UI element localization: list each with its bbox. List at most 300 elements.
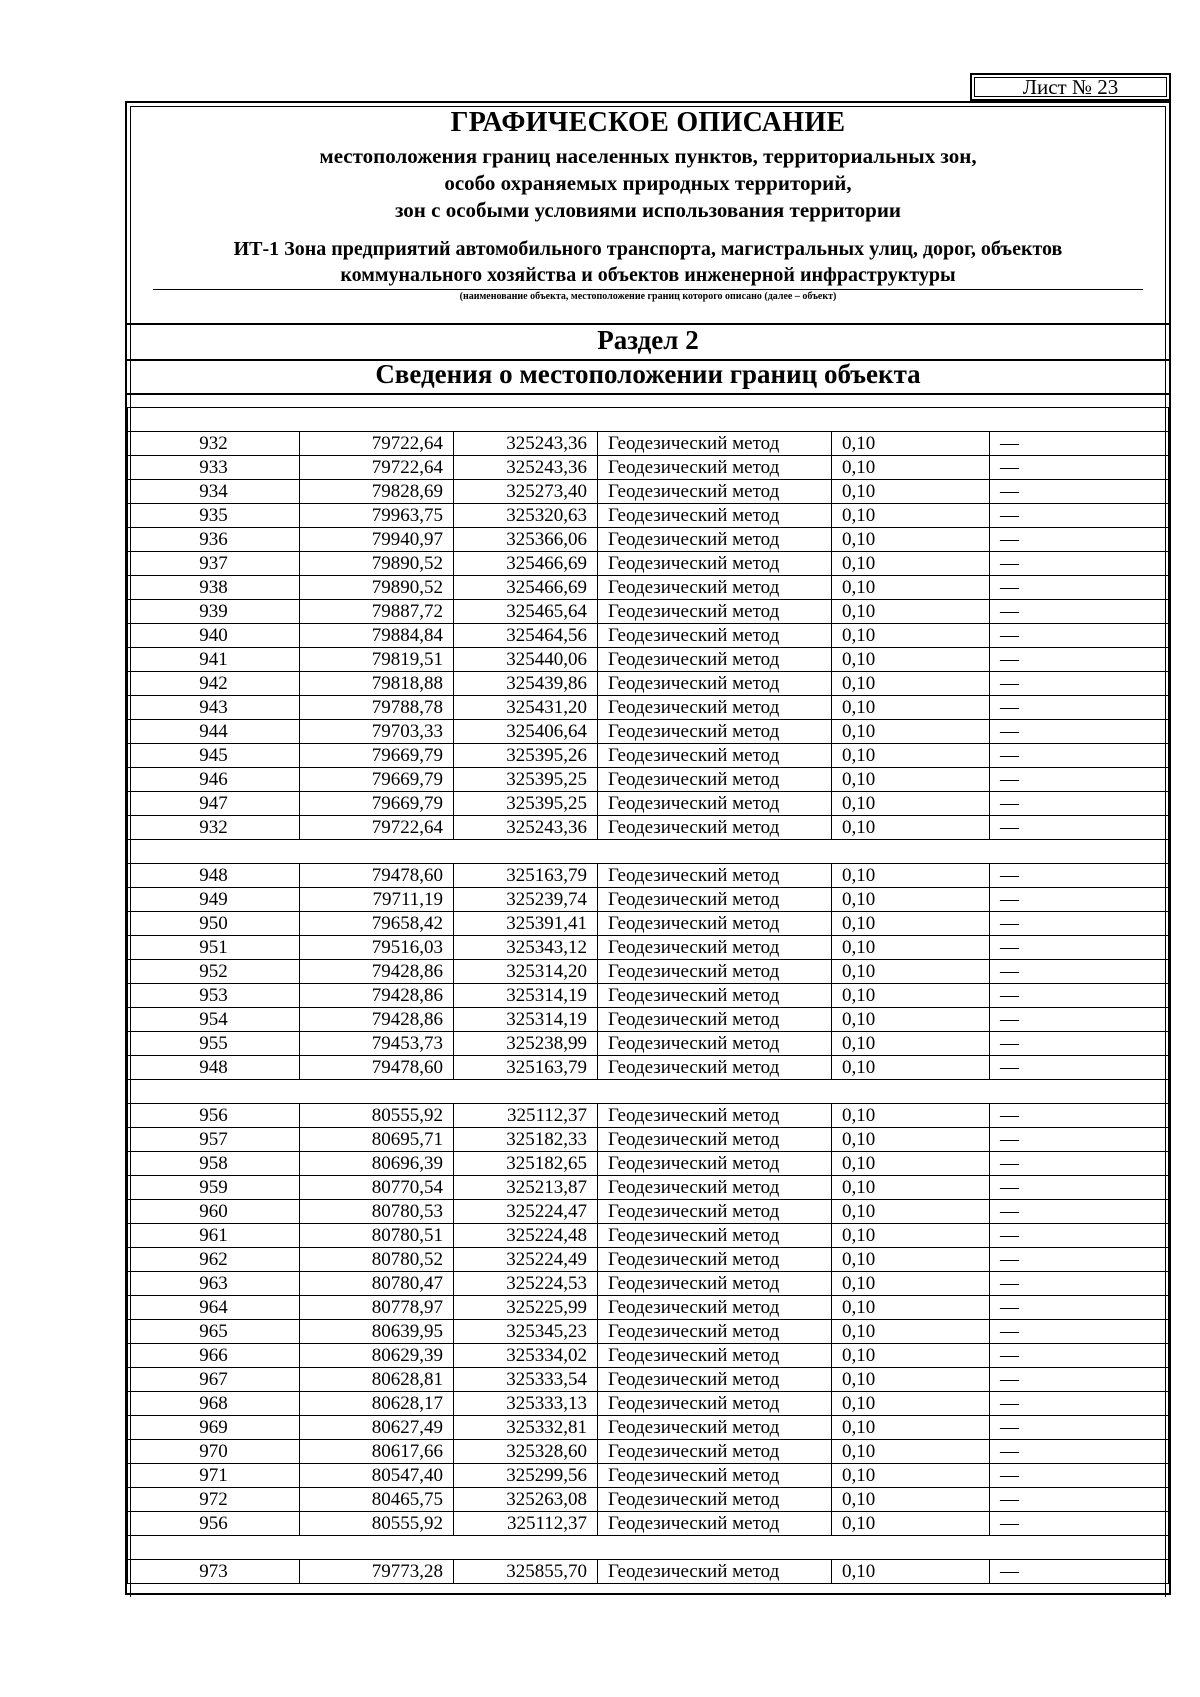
accuracy-cell: 0,10 <box>832 1296 990 1320</box>
contour-separator-cell <box>128 1080 1169 1104</box>
description-cell: — <box>990 1272 1169 1296</box>
table-row <box>128 888 1169 912</box>
y-coordinate-cell: 325112,37 <box>454 1104 598 1128</box>
x-coordinate-cell: 79703,33 <box>300 720 454 744</box>
point-number-cell: 940 <box>128 624 300 648</box>
table-row <box>128 1512 1169 1536</box>
table-row <box>128 1344 1169 1368</box>
method-cell: Геодезический метод <box>598 1488 832 1512</box>
description-cell: — <box>990 1008 1169 1032</box>
x-coordinate-cell: 79890,52 <box>300 576 454 600</box>
x-coordinate-cell: 79828,69 <box>300 480 454 504</box>
accuracy-cell: 0,10 <box>832 744 990 768</box>
x-coordinate-cell: 80778,97 <box>300 1296 454 1320</box>
method-cell: Геодезический метод <box>598 1440 832 1464</box>
accuracy-cell: 0,10 <box>832 1104 990 1128</box>
description-cell: — <box>990 960 1169 984</box>
point-number-cell: 933 <box>128 456 300 480</box>
x-coordinate-cell: 80555,92 <box>300 1104 454 1128</box>
table-row <box>128 960 1169 984</box>
point-number-cell: 944 <box>128 720 300 744</box>
description-cell: — <box>990 648 1169 672</box>
accuracy-cell: 0,10 <box>832 792 990 816</box>
y-coordinate-cell: 325395,26 <box>454 744 598 768</box>
method-cell: Геодезический метод <box>598 576 832 600</box>
y-coordinate-cell: 325464,56 <box>454 624 598 648</box>
description-cell: — <box>990 1392 1169 1416</box>
method-cell: Геодезический метод <box>598 912 832 936</box>
description-cell: — <box>990 1200 1169 1224</box>
y-coordinate-cell: 325112,37 <box>454 1512 598 1536</box>
method-cell: Геодезический метод <box>598 1416 832 1440</box>
point-number-cell: 936 <box>128 528 300 552</box>
description-cell: — <box>990 768 1169 792</box>
table-row <box>128 1008 1169 1032</box>
table-row <box>128 528 1169 552</box>
y-coordinate-cell: 325343,12 <box>454 936 598 960</box>
point-number-cell: 962 <box>128 1248 300 1272</box>
x-coordinate-cell: 79887,72 <box>300 600 454 624</box>
description-cell: — <box>990 816 1169 840</box>
table-row <box>128 1224 1169 1248</box>
description-cell: — <box>990 1512 1169 1536</box>
description-cell: — <box>990 624 1169 648</box>
x-coordinate-cell: 80628,81 <box>300 1368 454 1392</box>
accuracy-cell: 0,10 <box>832 456 990 480</box>
accuracy-cell: 0,10 <box>832 1368 990 1392</box>
table-row <box>128 432 1169 456</box>
description-cell: — <box>990 600 1169 624</box>
contour-separator-row <box>128 1080 1169 1104</box>
y-coordinate-cell: 325224,47 <box>454 1200 598 1224</box>
description-cell: — <box>990 936 1169 960</box>
point-number-cell: 946 <box>128 768 300 792</box>
x-coordinate-cell: 80627,49 <box>300 1416 454 1440</box>
table-row <box>128 1200 1169 1224</box>
method-cell: Геодезический метод <box>598 1176 832 1200</box>
description-cell: — <box>990 888 1169 912</box>
method-cell: Геодезический метод <box>598 1560 832 1584</box>
y-coordinate-cell: 325243,36 <box>454 432 598 456</box>
y-coordinate-cell: 325431,20 <box>454 696 598 720</box>
method-cell: Геодезический метод <box>598 1512 832 1536</box>
method-cell: Геодезический метод <box>598 528 832 552</box>
accuracy-cell: 0,10 <box>832 504 990 528</box>
accuracy-cell: 0,10 <box>832 696 990 720</box>
method-cell: Геодезический метод <box>598 1200 832 1224</box>
table-row <box>128 1560 1169 1584</box>
point-number-cell: 932 <box>128 816 300 840</box>
description-cell: — <box>990 720 1169 744</box>
description-cell: — <box>990 1368 1169 1392</box>
accuracy-cell: 0,10 <box>832 1152 990 1176</box>
subtitle-line-1: местоположения границ населенных пунктов, территориальных зон, <box>319 144 977 168</box>
y-coordinate-cell: 325182,65 <box>454 1152 598 1176</box>
contour-separator-cell <box>128 840 1169 864</box>
table-row <box>128 864 1169 888</box>
method-cell: Геодезический метод <box>598 1224 832 1248</box>
table-row <box>128 1416 1169 1440</box>
x-coordinate-cell: 80628,17 <box>300 1392 454 1416</box>
x-coordinate-cell: 80696,39 <box>300 1152 454 1176</box>
table-row <box>128 624 1169 648</box>
x-coordinate-cell: 80465,75 <box>300 1488 454 1512</box>
x-coordinate-cell: 79722,64 <box>300 456 454 480</box>
description-cell: — <box>990 792 1169 816</box>
x-coordinate-cell: 79428,86 <box>300 984 454 1008</box>
table-row <box>128 1104 1169 1128</box>
x-coordinate-cell: 80629,39 <box>300 1344 454 1368</box>
method-cell: Геодезический метод <box>598 1296 832 1320</box>
point-number-cell: 949 <box>128 888 300 912</box>
y-coordinate-cell: 325466,69 <box>454 576 598 600</box>
table-row <box>128 792 1169 816</box>
y-coordinate-cell: 325855,70 <box>454 1560 598 1584</box>
point-number-cell: 953 <box>128 984 300 1008</box>
accuracy-cell: 0,10 <box>832 936 990 960</box>
description-cell: — <box>990 1464 1169 1488</box>
accuracy-cell: 0,10 <box>832 768 990 792</box>
x-coordinate-cell: 79658,42 <box>300 912 454 936</box>
point-number-cell: 945 <box>128 744 300 768</box>
accuracy-cell: 0,10 <box>832 1056 990 1080</box>
point-number-cell: 973 <box>128 1560 300 1584</box>
table-row <box>128 1128 1169 1152</box>
method-cell: Геодезический метод <box>598 1056 832 1080</box>
section-bottom-divider <box>127 393 1169 395</box>
table-row <box>128 1296 1169 1320</box>
coordinates-table-body <box>128 408 1169 1584</box>
method-cell: Геодезический метод <box>598 1152 832 1176</box>
description-cell: — <box>990 696 1169 720</box>
y-coordinate-cell: 325273,40 <box>454 480 598 504</box>
x-coordinate-cell: 79818,88 <box>300 672 454 696</box>
point-number-cell: 941 <box>128 648 300 672</box>
accuracy-cell: 0,10 <box>832 1464 990 1488</box>
accuracy-cell: 0,10 <box>832 816 990 840</box>
description-cell: — <box>990 1152 1169 1176</box>
x-coordinate-cell: 79669,79 <box>300 768 454 792</box>
point-number-cell: 956 <box>128 1512 300 1536</box>
document-title: ГРАФИЧЕСКОЕ ОПИСАНИЕ <box>450 107 846 138</box>
x-coordinate-cell: 80780,47 <box>300 1272 454 1296</box>
accuracy-cell: 0,10 <box>832 432 990 456</box>
section-title: Раздел 2 <box>597 325 699 355</box>
description-cell: — <box>990 432 1169 456</box>
description-cell: — <box>990 744 1169 768</box>
y-coordinate-cell: 325332,81 <box>454 1416 598 1440</box>
table-row <box>128 1248 1169 1272</box>
accuracy-cell: 0,10 <box>832 552 990 576</box>
description-cell: — <box>990 1032 1169 1056</box>
point-number-cell: 942 <box>128 672 300 696</box>
point-number-cell: 967 <box>128 1368 300 1392</box>
point-number-cell: 935 <box>128 504 300 528</box>
method-cell: Геодезический метод <box>598 1344 832 1368</box>
object-name-line-2: коммунального хозяйства и объектов инженерной инфраструктуры <box>340 264 956 286</box>
x-coordinate-cell: 79940,97 <box>300 528 454 552</box>
table-row <box>128 1152 1169 1176</box>
x-coordinate-cell: 79669,79 <box>300 792 454 816</box>
accuracy-cell: 0,10 <box>832 1392 990 1416</box>
coordinates-table <box>127 407 1169 1584</box>
description-cell: — <box>990 1488 1169 1512</box>
y-coordinate-cell: 325439,86 <box>454 672 598 696</box>
point-number-cell: 972 <box>128 1488 300 1512</box>
method-cell: Геодезический метод <box>598 672 832 696</box>
y-coordinate-cell: 325333,54 <box>454 1368 598 1392</box>
table-row <box>128 744 1169 768</box>
point-number-cell: 959 <box>128 1176 300 1200</box>
table-row <box>128 1488 1169 1512</box>
description-cell: — <box>990 1128 1169 1152</box>
point-number-cell: 960 <box>128 1200 300 1224</box>
point-number-cell: 963 <box>128 1272 300 1296</box>
point-number-cell: 954 <box>128 1008 300 1032</box>
x-coordinate-cell: 80770,54 <box>300 1176 454 1200</box>
method-cell: Геодезический метод <box>598 1248 832 1272</box>
method-cell: Геодезический метод <box>598 504 832 528</box>
y-coordinate-cell: 325314,19 <box>454 1008 598 1032</box>
x-coordinate-cell: 79453,73 <box>300 1032 454 1056</box>
x-coordinate-cell: 79773,28 <box>300 1560 454 1584</box>
description-cell: — <box>990 1296 1169 1320</box>
point-number-cell: 958 <box>128 1152 300 1176</box>
table-row <box>128 576 1169 600</box>
method-cell: Геодезический метод <box>598 456 832 480</box>
description-cell: — <box>990 912 1169 936</box>
table-row <box>128 1320 1169 1344</box>
description-cell: — <box>990 576 1169 600</box>
table-row <box>128 1176 1169 1200</box>
x-coordinate-cell: 80780,52 <box>300 1248 454 1272</box>
method-cell: Геодезический метод <box>598 888 832 912</box>
document-header <box>127 103 1169 323</box>
y-coordinate-cell: 325345,23 <box>454 1320 598 1344</box>
description-cell: — <box>990 1560 1169 1584</box>
description-cell: — <box>990 1104 1169 1128</box>
accuracy-cell: 0,10 <box>832 1248 990 1272</box>
y-coordinate-cell: 325163,79 <box>454 1056 598 1080</box>
description-cell: — <box>990 1344 1169 1368</box>
sheet-number-box <box>970 73 1171 101</box>
y-coordinate-cell: 325238,99 <box>454 1032 598 1056</box>
method-cell: Геодезический метод <box>598 1320 832 1344</box>
table-row <box>128 936 1169 960</box>
y-coordinate-cell: 325465,64 <box>454 600 598 624</box>
y-coordinate-cell: 325182,33 <box>454 1128 598 1152</box>
contour-separator-row <box>128 408 1169 432</box>
method-cell: Геодезический метод <box>598 984 832 1008</box>
table-row <box>128 1032 1169 1056</box>
table-row <box>128 1464 1169 1488</box>
method-cell: Геодезический метод <box>598 744 832 768</box>
description-cell: — <box>990 864 1169 888</box>
y-coordinate-cell: 325224,49 <box>454 1248 598 1272</box>
y-coordinate-cell: 325395,25 <box>454 792 598 816</box>
accuracy-cell: 0,10 <box>832 1512 990 1536</box>
y-coordinate-cell: 325328,60 <box>454 1440 598 1464</box>
table-row <box>128 1392 1169 1416</box>
accuracy-cell: 0,10 <box>832 480 990 504</box>
method-cell: Геодезический метод <box>598 1392 832 1416</box>
x-coordinate-cell: 80617,66 <box>300 1440 454 1464</box>
description-cell: — <box>990 1248 1169 1272</box>
x-coordinate-cell: 79788,78 <box>300 696 454 720</box>
sheet-number: Лист № 23 <box>1022 75 1119 99</box>
accuracy-cell: 0,10 <box>832 912 990 936</box>
x-coordinate-cell: 79428,86 <box>300 960 454 984</box>
contour-separator-cell <box>128 408 1169 432</box>
point-number-cell: 969 <box>128 1416 300 1440</box>
point-number-cell: 966 <box>128 1344 300 1368</box>
method-cell: Геодезический метод <box>598 816 832 840</box>
point-number-cell: 964 <box>128 1296 300 1320</box>
method-cell: Геодезический метод <box>598 600 832 624</box>
accuracy-cell: 0,10 <box>832 528 990 552</box>
x-coordinate-cell: 79819,51 <box>300 648 454 672</box>
table-row <box>128 672 1169 696</box>
accuracy-cell: 0,10 <box>832 888 990 912</box>
accuracy-cell: 0,10 <box>832 1320 990 1344</box>
description-cell: — <box>990 1440 1169 1464</box>
point-number-cell: 961 <box>128 1224 300 1248</box>
accuracy-cell: 0,10 <box>832 1032 990 1056</box>
method-cell: Геодезический метод <box>598 936 832 960</box>
description-cell: — <box>990 1320 1169 1344</box>
x-coordinate-cell: 79884,84 <box>300 624 454 648</box>
accuracy-cell: 0,10 <box>832 984 990 1008</box>
x-coordinate-cell: 80780,53 <box>300 1200 454 1224</box>
point-number-cell: 948 <box>128 1056 300 1080</box>
object-name-caption: (наименование объекта, местоположение границ которого описано (далее – объект) <box>459 291 837 302</box>
point-number-cell: 932 <box>128 432 300 456</box>
y-coordinate-cell: 325243,36 <box>454 816 598 840</box>
y-coordinate-cell: 325299,56 <box>454 1464 598 1488</box>
accuracy-cell: 0,10 <box>832 672 990 696</box>
accuracy-cell: 0,10 <box>832 1176 990 1200</box>
point-number-cell: 971 <box>128 1464 300 1488</box>
y-coordinate-cell: 325239,74 <box>454 888 598 912</box>
x-coordinate-cell: 79669,79 <box>300 744 454 768</box>
table-row <box>128 984 1169 1008</box>
method-cell: Геодезический метод <box>598 720 832 744</box>
description-cell: — <box>990 1224 1169 1248</box>
method-cell: Геодезический метод <box>598 1104 832 1128</box>
y-coordinate-cell: 325391,41 <box>454 912 598 936</box>
accuracy-cell: 0,10 <box>832 1344 990 1368</box>
contour-separator-cell <box>128 1536 1169 1560</box>
x-coordinate-cell: 79478,60 <box>300 864 454 888</box>
x-coordinate-cell: 80695,71 <box>300 1128 454 1152</box>
accuracy-cell: 0,10 <box>832 720 990 744</box>
object-name-underline <box>153 289 1143 290</box>
method-cell: Геодезический метод <box>598 480 832 504</box>
point-number-cell: 951 <box>128 936 300 960</box>
contour-separator-row <box>128 1536 1169 1560</box>
point-number-cell: 939 <box>128 600 300 624</box>
table-row <box>128 1272 1169 1296</box>
contour-separator-row <box>128 840 1169 864</box>
table-row <box>128 816 1169 840</box>
accuracy-cell: 0,10 <box>832 1488 990 1512</box>
accuracy-cell: 0,10 <box>832 1224 990 1248</box>
point-number-cell: 943 <box>128 696 300 720</box>
point-number-cell: 938 <box>128 576 300 600</box>
y-coordinate-cell: 325333,13 <box>454 1392 598 1416</box>
accuracy-cell: 0,10 <box>832 1200 990 1224</box>
y-coordinate-cell: 325395,25 <box>454 768 598 792</box>
accuracy-cell: 0,10 <box>832 624 990 648</box>
table-row <box>128 600 1169 624</box>
accuracy-cell: 0,10 <box>832 1008 990 1032</box>
y-coordinate-cell: 325213,87 <box>454 1176 598 1200</box>
method-cell: Геодезический метод <box>598 1032 832 1056</box>
method-cell: Геодезический метод <box>598 1008 832 1032</box>
table-row <box>128 552 1169 576</box>
object-name-line-1: ИТ-1 Зона предприятий автомобильного транспорта, магистральных улиц, дорог, объектов <box>233 238 1063 260</box>
y-coordinate-cell: 325224,53 <box>454 1272 598 1296</box>
point-number-cell: 956 <box>128 1104 300 1128</box>
y-coordinate-cell: 325224,48 <box>454 1224 598 1248</box>
table-row <box>128 1056 1169 1080</box>
method-cell: Геодезический метод <box>598 624 832 648</box>
table-row <box>128 720 1169 744</box>
accuracy-cell: 0,10 <box>832 960 990 984</box>
method-cell: Геодезический метод <box>598 1368 832 1392</box>
accuracy-cell: 0,10 <box>832 576 990 600</box>
point-number-cell: 947 <box>128 792 300 816</box>
description-cell: — <box>990 984 1169 1008</box>
y-coordinate-cell: 325314,20 <box>454 960 598 984</box>
accuracy-cell: 0,10 <box>832 1128 990 1152</box>
point-number-cell: 955 <box>128 1032 300 1056</box>
x-coordinate-cell: 79963,75 <box>300 504 454 528</box>
method-cell: Геодезический метод <box>598 1272 832 1296</box>
method-cell: Геодезический метод <box>598 768 832 792</box>
section-subtitle: Сведения о местоположении границ объекта <box>375 359 921 389</box>
y-coordinate-cell: 325263,08 <box>454 1488 598 1512</box>
point-number-cell: 948 <box>128 864 300 888</box>
y-coordinate-cell: 325243,36 <box>454 456 598 480</box>
description-cell: — <box>990 504 1169 528</box>
accuracy-cell: 0,10 <box>832 1440 990 1464</box>
x-coordinate-cell: 79890,52 <box>300 552 454 576</box>
method-cell: Геодезический метод <box>598 792 832 816</box>
y-coordinate-cell: 325334,02 <box>454 1344 598 1368</box>
y-coordinate-cell: 325406,64 <box>454 720 598 744</box>
description-cell: — <box>990 552 1169 576</box>
method-cell: Геодезический метод <box>598 864 832 888</box>
table-row <box>128 480 1169 504</box>
method-cell: Геодезический метод <box>598 432 832 456</box>
table-row <box>128 1440 1169 1464</box>
x-coordinate-cell: 80555,92 <box>300 1512 454 1536</box>
method-cell: Геодезический метод <box>598 1464 832 1488</box>
table-row <box>128 648 1169 672</box>
description-cell: — <box>990 672 1169 696</box>
description-cell: — <box>990 480 1169 504</box>
x-coordinate-cell: 79711,19 <box>300 888 454 912</box>
point-number-cell: 970 <box>128 1440 300 1464</box>
accuracy-cell: 0,10 <box>832 600 990 624</box>
x-coordinate-cell: 79722,64 <box>300 816 454 840</box>
point-number-cell: 937 <box>128 552 300 576</box>
accuracy-cell: 0,10 <box>832 1272 990 1296</box>
method-cell: Геодезический метод <box>598 696 832 720</box>
x-coordinate-cell: 79516,03 <box>300 936 454 960</box>
description-cell: — <box>990 456 1169 480</box>
